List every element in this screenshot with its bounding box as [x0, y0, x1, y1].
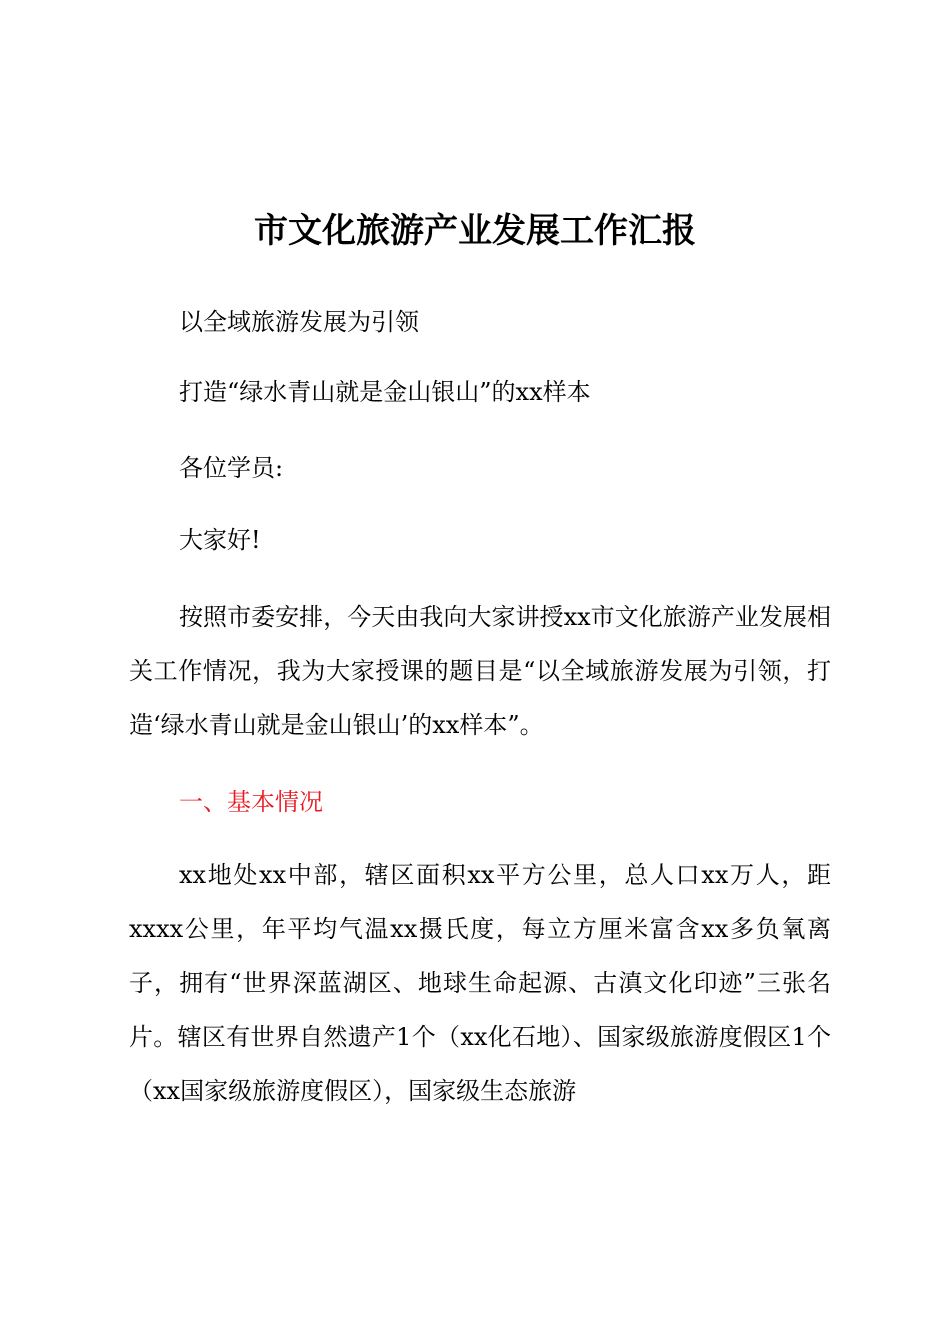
greeting: 大家好! — [179, 526, 261, 554]
document-title: 市文化旅游产业发展工作汇报 — [254, 211, 696, 251]
salutation: 各位学员: — [179, 454, 284, 482]
section-paragraph-basic-situation: xx地处xx中部，辖区面积xx平方公里，总人口xx万人，距xxxx公里，年平均气温xx摄氏度，每立方厘米富含xx多负氧离子，拥有“世界深蓝湖区、地球生命起源、古滇文化印迹”三张名片。辖区有世界自然遗产1个（xx化石地）、国家级旅游度假区1个（xx国家级旅游度假区），国家级生态旅游 — [129, 861, 831, 1105]
subtitle-line-2: 打造“绿水青山就是金山银山”的xx样本 — [179, 378, 591, 406]
section-heading-basic-situation: 一、基本情况 — [179, 788, 323, 816]
intro-paragraph: 按照市委安排，今天由我向大家讲授xx市文化旅游产业发展相关工作情况，我为大家授课的题目是“以全域旅游发展为引领，打造‘绿水青山就是金山银山’的xx样本”。 — [129, 603, 831, 739]
subtitle-line-1: 以全域旅游发展为引领 — [179, 308, 419, 336]
